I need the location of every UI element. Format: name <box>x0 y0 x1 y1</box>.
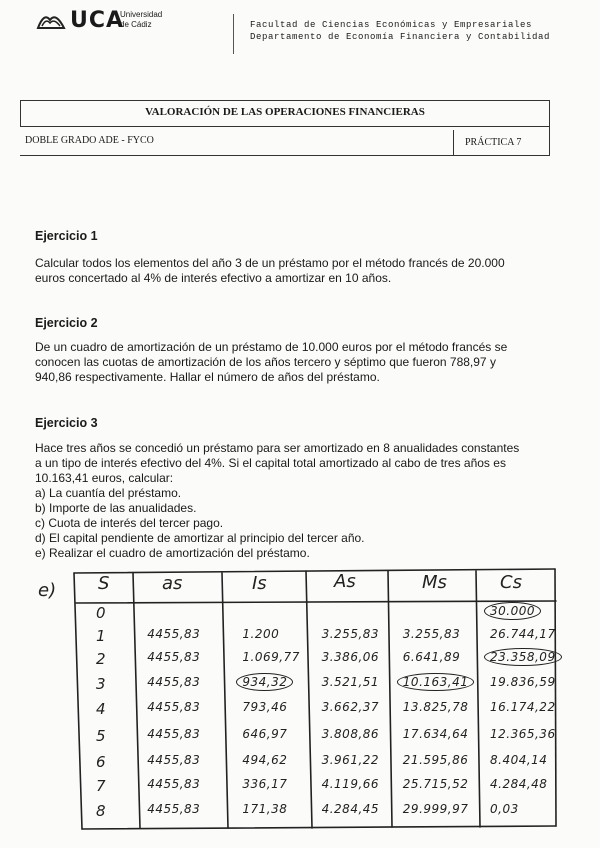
table-col-line <box>306 571 312 828</box>
table-cell: 5 <box>96 727 107 745</box>
table-cell: 4455,83 <box>147 727 201 741</box>
table-cell: 0,03 <box>490 802 519 816</box>
col-header-as-cap: As <box>334 571 356 592</box>
table-label: e) <box>38 580 57 601</box>
table-cell: 171,38 <box>242 802 288 816</box>
department-name: Departamento de Economía Financiera y Contabilidad <box>250 32 551 42</box>
col-header-cs: Cs <box>500 572 522 593</box>
table-cell: 6 <box>96 753 107 771</box>
table-cell: 8.404,14 <box>490 753 548 767</box>
table-cell: 793,46 <box>242 700 288 714</box>
col-header-s: S <box>98 573 110 594</box>
table-cell: 4.284,45 <box>321 802 380 816</box>
table-cell: 1.069,77 <box>242 650 300 664</box>
table-cell: 16.174,22 <box>490 700 556 714</box>
table-cell: 3.961,22 <box>321 753 380 767</box>
table-col-line <box>222 573 228 828</box>
table-cell: 13.825,78 <box>402 700 469 714</box>
table-cell: 2 <box>96 650 107 668</box>
practice-label: PRÁCTICA 7 <box>465 137 522 148</box>
exercise-3-item-d: d) El capital pendiente de amortizar al principio del tercer año. <box>35 531 365 545</box>
table-col-line <box>388 571 392 827</box>
table-col-line <box>555 569 556 826</box>
table-cell: 336,17 <box>242 777 288 791</box>
exercise-2-text: De un cuadro de amortización de un préstamo de 10.000 euros por el método francés se conocen las cuotas de amortización de los años tercero y séptimo que fueron 788,97 y 940,86 respectivamente. Hallar el número de años del préstamo. <box>35 340 508 384</box>
exercise-3-item-c: c) Cuota de interés del tercer pago. <box>35 516 224 530</box>
table-header-line <box>76 601 556 603</box>
table-cell: 1 <box>96 627 107 645</box>
exercise-3-item-a: a) La cuantía del préstamo. <box>35 486 182 500</box>
exercise-1-text: Calcular todos los elementos del año 3 de un préstamo por el método francés de 20.000 euros concertado al 4% de interés efectivo a amortizar en 10 años. <box>35 256 505 285</box>
table-cell: 4455,83 <box>147 675 201 689</box>
table-cell: 0 <box>96 604 107 622</box>
table-cell: 3.521,51 <box>321 675 380 689</box>
table-cell: 3.255,83 <box>402 627 461 641</box>
table-cell: 7 <box>96 777 107 795</box>
table-cell: 4455,83 <box>147 777 201 791</box>
table-cell: 29.999,97 <box>402 802 469 816</box>
exercise-3-item-e: e) Realizar el cuadro de amortización del préstamo. <box>35 546 310 560</box>
table-bottom-line <box>82 826 556 829</box>
table-cell: 494,62 <box>242 753 288 767</box>
table-cell: 23.358,09 <box>484 648 562 666</box>
table-top-line <box>74 569 555 573</box>
table-cell: 3.386,06 <box>321 650 380 664</box>
faculty-name: Facultad de Ciencias Económicas y Empresariales <box>250 20 533 30</box>
exercise-2-heading: Ejercicio 2 <box>35 316 98 330</box>
exercise-3-heading: Ejercicio 3 <box>35 416 98 430</box>
table-col-line <box>476 571 480 827</box>
table-cell: 4 <box>96 700 107 718</box>
col-header-is: Is <box>252 573 267 594</box>
table-col-line <box>133 573 140 828</box>
table-cell: 4455,83 <box>147 753 201 767</box>
table-cell: 4455,83 <box>147 700 201 714</box>
table-cell: 26.744,17 <box>490 627 556 641</box>
table-cell: 4455,83 <box>147 650 201 664</box>
table-cell: 3.808,86 <box>321 727 380 741</box>
table-cell: 10.163,41 <box>397 673 475 691</box>
table-cell: 12.365,36 <box>490 727 556 741</box>
table-cell: 21.595,86 <box>402 753 469 767</box>
course-title: VALORACIÓN DE LAS OPERACIONES FINANCIERAS <box>145 106 425 118</box>
logo-text: UCA <box>70 8 125 33</box>
table-cell: 1.200 <box>242 627 280 641</box>
col-header-ms: Ms <box>422 572 447 593</box>
degree-label: DOBLE GRADO ADE - FYCO <box>25 135 154 146</box>
table-cell: 30.000 <box>484 602 541 620</box>
exercise-3-text: Hace tres años se concedió un préstamo para ser amortizado en 8 anualidades constantes a un tipo de interés efectivo del 4%. Si el capital total amortizado al cabo de tres años es 10.163,41 euros, calcular: a) La cuantía del préstamo. b) Importe de las anualidades. c) Cuota de interés del tercer pago. d) El capital pendiente de amortizar al principio del tercer año. e) Realizar el cuadro de amortización del préstamo. <box>35 441 530 561</box>
exercise-3-item-b: b) Importe de las anualidades. <box>35 501 197 515</box>
table-col-line <box>74 573 82 829</box>
table-cell: 3 <box>96 675 107 693</box>
table-cell: 6.641,89 <box>402 650 461 664</box>
table-cell: 646,97 <box>242 727 288 741</box>
table-cell: 3.662,37 <box>321 700 380 714</box>
table-cell: 25.715,52 <box>402 777 469 791</box>
table-cell: 8 <box>96 802 107 820</box>
exercise-1-heading: Ejercicio 1 <box>35 229 98 243</box>
table-cell: 4455,83 <box>147 627 201 641</box>
table-cell: 934,32 <box>236 673 293 691</box>
table-cell: 19.836,59 <box>490 675 556 689</box>
table-cell: 3.255,83 <box>321 627 380 641</box>
table-cell: 4.119,66 <box>321 777 380 791</box>
university-name: Universidad de Cádiz <box>120 10 163 29</box>
table-cell: 4.284,48 <box>490 777 548 791</box>
table-cell: 17.634,64 <box>402 727 469 741</box>
col-header-as: as <box>162 573 183 594</box>
table-cell: 4455,83 <box>147 802 201 816</box>
